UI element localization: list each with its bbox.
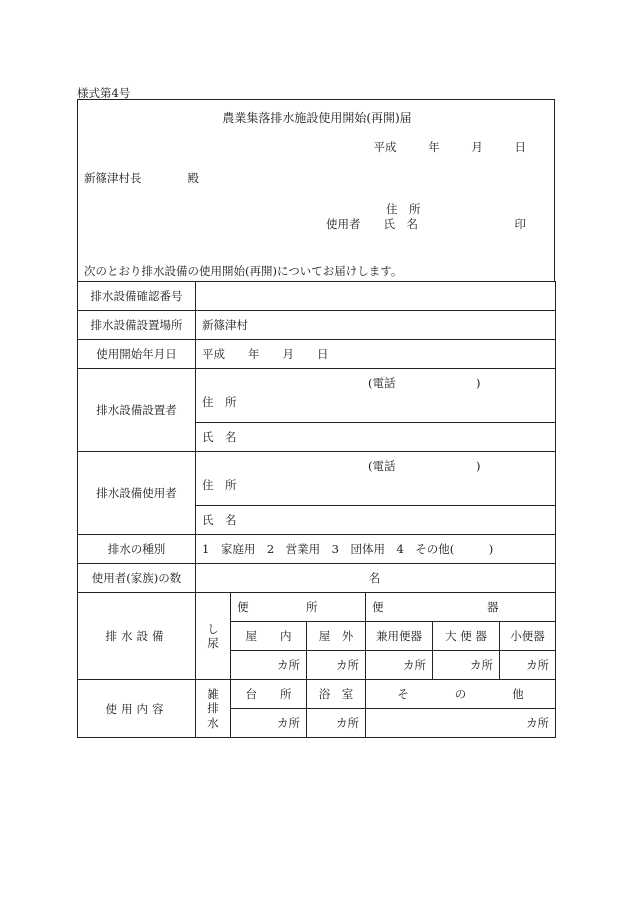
installer-address-cell[interactable]: [196, 369, 556, 423]
vertical-char: 尿: [207, 636, 219, 650]
notice-text: 次のとおり排水設備の使用開始(再開)についてお届けします。: [84, 264, 403, 278]
bath-label: 浴 室: [307, 680, 366, 709]
recipient: [84, 170, 199, 186]
shared-fixture-label: 兼用便器: [366, 622, 433, 651]
installer-label: 排水設備設置者: [78, 369, 196, 452]
recipient-honorific: 殿: [187, 171, 199, 185]
toilet-header: 便 所: [231, 593, 366, 622]
drain-type-field[interactable]: 1 家庭用 2 営業用 3 団体用 4 その他( ): [196, 535, 556, 564]
location-label: 排水設備設置場所: [78, 311, 196, 340]
row-confirm-number: [78, 282, 556, 311]
outdoor-count[interactable]: カ所: [307, 651, 366, 680]
small-count[interactable]: カ所: [500, 651, 556, 680]
location-field[interactable]: 新篠津村: [196, 311, 556, 340]
installer-name-field[interactable]: 氏 名: [196, 423, 556, 452]
night-soil-label: [196, 593, 231, 680]
outdoor-label: 屋 外: [307, 622, 366, 651]
row-location: [78, 311, 556, 340]
form-header-frame: [77, 99, 555, 281]
recipient-name: 新篠津村長: [84, 171, 142, 185]
seal-mark: 印: [514, 217, 526, 231]
user-address-cell[interactable]: [196, 452, 556, 506]
date-line: [346, 139, 526, 155]
applicant-role: 使用者: [326, 217, 361, 231]
small-fixture-label: 小便器: [500, 622, 556, 651]
equipment-label: 排水設備: [78, 593, 196, 680]
indoor-label: 屋 内: [231, 622, 307, 651]
start-date-label: 使用開始年月日: [78, 340, 196, 369]
user-address-label: 住 所: [202, 478, 237, 492]
row-equip-1: [78, 593, 556, 622]
confirm-number-label: 排水設備確認番号: [78, 282, 196, 311]
installer-phone: (電話 ): [368, 376, 481, 390]
vertical-char: し: [207, 621, 219, 636]
vertical-char: 雑: [207, 686, 219, 701]
gray-water-label: [196, 680, 231, 738]
usage-label: 使用内容: [78, 680, 196, 738]
form-title: 農業集落排水施設使用開始(再開)届: [222, 111, 412, 125]
user-name-field[interactable]: 氏 名: [196, 506, 556, 535]
row-household: [78, 564, 556, 593]
vertical-char: 排: [207, 701, 219, 716]
row-start-date: [78, 340, 556, 369]
household-label: 使用者(家族)の数: [78, 564, 196, 593]
large-fixture-label: 大 便 器: [433, 622, 500, 651]
fixture-header: 便 器: [366, 593, 556, 622]
date-day: 日: [514, 140, 526, 154]
form-number: 様式第4号: [77, 86, 131, 100]
row-usage-1: [78, 680, 556, 709]
confirm-number-field[interactable]: [196, 282, 556, 311]
row-installer-phone: [78, 369, 556, 423]
applicant-row: [326, 216, 418, 232]
date-year: 年: [428, 140, 440, 154]
row-drain-type: [78, 535, 556, 564]
drain-type-label: 排水の種別: [78, 535, 196, 564]
household-unit: 名: [368, 571, 381, 585]
bath-count[interactable]: カ所: [307, 709, 366, 738]
shared-count[interactable]: カ所: [366, 651, 433, 680]
kitchen-label: 台 所: [231, 680, 307, 709]
installer-address-label: 住 所: [202, 395, 237, 409]
other-count[interactable]: カ所: [366, 709, 556, 738]
date-month: 月: [471, 140, 483, 154]
start-date-field[interactable]: 平成 年 月 日: [196, 340, 556, 369]
other-label: そ の 他: [366, 680, 556, 709]
household-field[interactable]: [196, 564, 556, 593]
user-phone: (電話 ): [368, 459, 481, 473]
applicant-address-label: 住 所: [386, 202, 421, 216]
applicant-name-label: 氏 名: [383, 217, 418, 231]
date-era: 平成: [373, 140, 397, 154]
kitchen-count[interactable]: カ所: [231, 709, 307, 738]
user-label: 排水設備使用者: [78, 452, 196, 535]
indoor-count[interactable]: カ所: [231, 651, 307, 680]
row-user-phone: [78, 452, 556, 506]
vertical-char: 水: [207, 715, 219, 730]
application-table: [77, 281, 556, 738]
large-count[interactable]: カ所: [433, 651, 500, 680]
